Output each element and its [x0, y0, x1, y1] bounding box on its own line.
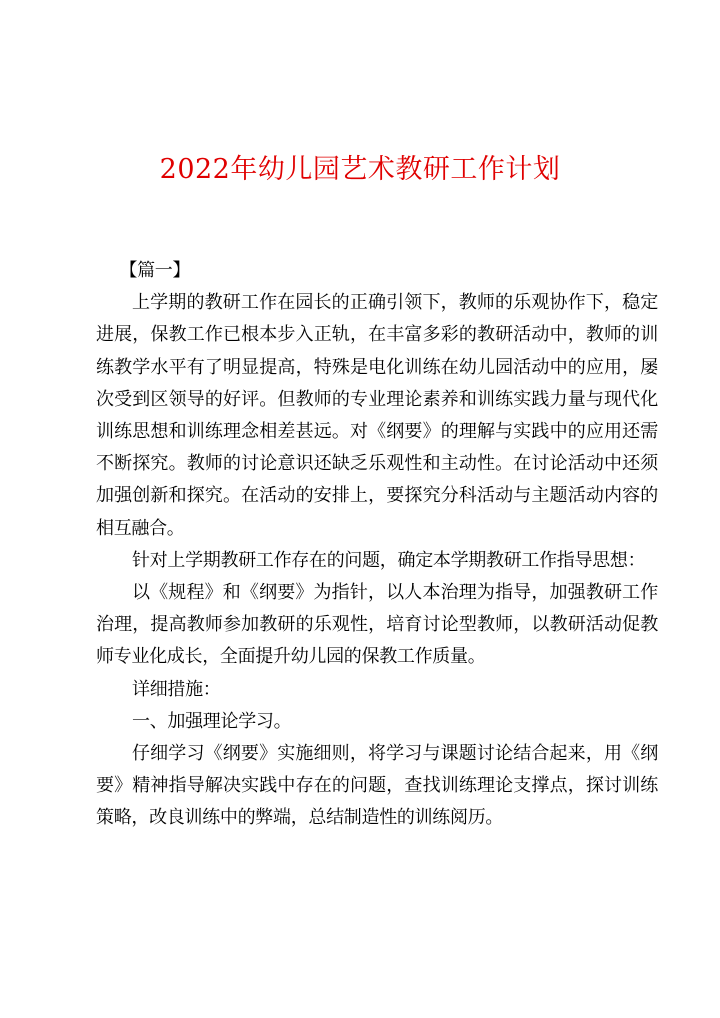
paragraph-measure-one: 仔细学习《纲要》实施细则，将学习与课题讨论结合起来，用《纲要》精神指导解决实践中存在的问题，查找训练理论支撑点，探讨训练策略，改良训练中的弊端，总结制造性的训练阅历。: [96, 743, 658, 829]
paragraph-measure-one-heading: 一、加强理论学习。: [132, 710, 292, 732]
paragraph-measures-heading: 详细措施：: [132, 678, 221, 700]
paragraph-review: 上学期的教研工作在园长的正确引领下，教师的乐观协作下，稳定进展，保教工作已根本步入正轨，在丰富多彩的教研活动中，教师的训练教学水平有了明显提高，特殊是电化训练在幼儿园活动中的应用，屡次受到区领导的好评。但教师的专业理论素养和训练实践力量与现代化训练思想和训练理念相差甚远。对《纲要》的理解与实践中的应用还需不断探究。教师的讨论意识还缺乏乐观性和主动性。在讨论活动中还须加强创新和探究。在活动的安排上，要探究分科活动与主题活动内容的相互融合。: [96, 292, 658, 539]
document-title: 2022年幼儿园艺术教研工作计划: [159, 154, 561, 185]
paragraph-guiding-intro: 针对上学期教研工作存在的问题，确定本学期教研工作指导思想：: [132, 549, 646, 571]
section-label: 【篇一】: [119, 260, 191, 281]
document-body: [96, 255, 658, 835]
paragraph-guiding-thought: 以《规程》和《纲要》为指针，以人本治理为指导，加强教研工作治理，提高教师参加教研的乐观性，培育讨论型教师，以教研活动促教师专业化成长，全面提升幼儿园的保教工作质量。: [96, 582, 658, 668]
